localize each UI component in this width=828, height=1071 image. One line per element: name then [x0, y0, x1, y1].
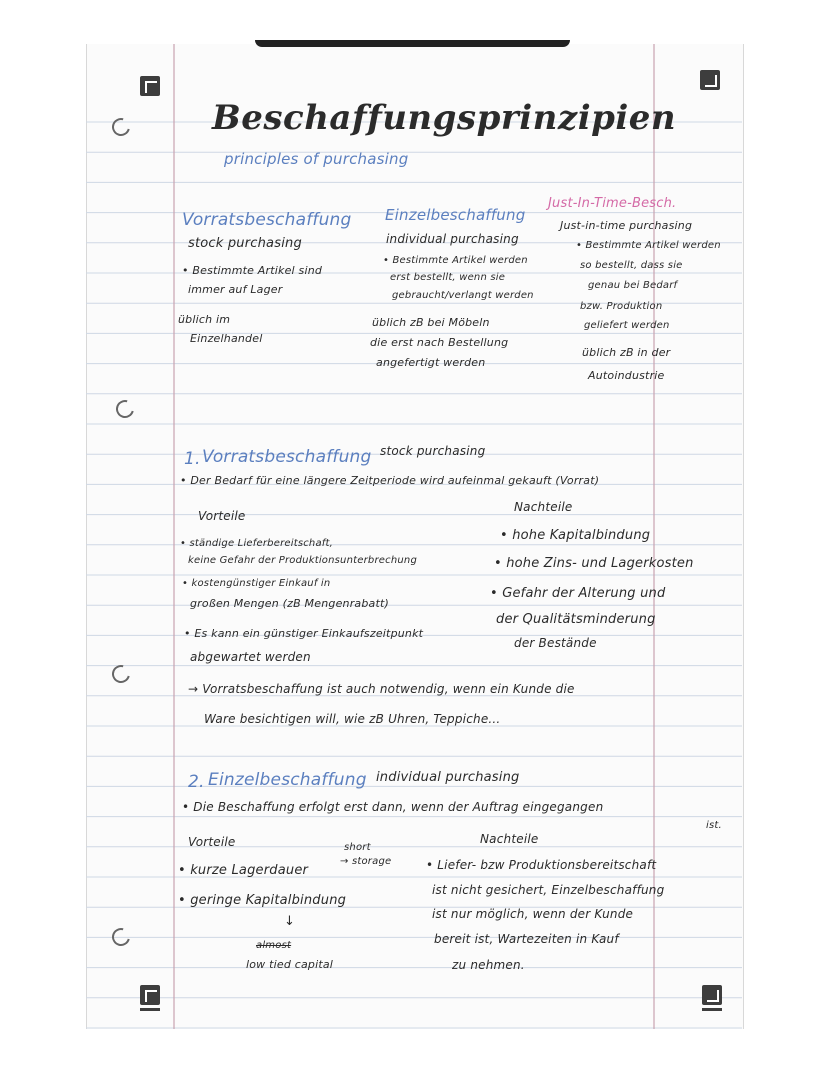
section-translation: stock purchasing — [380, 444, 486, 458]
pros-label: Vorteile — [198, 509, 246, 523]
column-note-line: Einzelhandel — [190, 332, 263, 345]
column-note-line: üblich im — [178, 313, 231, 326]
column-note-line: angefertigt werden — [376, 356, 486, 369]
section-number: 2. — [188, 772, 205, 792]
section-intro: • Der Bedarf für eine längere Zeitperiode wird aufeinmal gekauft (Vorrat) — [180, 474, 600, 487]
section-number: 1. — [184, 449, 201, 469]
cons-line: • Gefahr der Alterung und — [490, 586, 666, 601]
section-heading: Einzelbeschaffung — [208, 770, 367, 790]
column-bullet-line: • Bestimmte Artikel werden — [576, 240, 721, 251]
annotation-crossed: almost — [256, 940, 292, 951]
cons-line: • hohe Zins- und Lagerkosten — [494, 556, 694, 571]
column-note-line: üblich zB in der — [582, 346, 671, 359]
cons-line: • hohe Kapitalbindung — [500, 528, 651, 543]
section-heading: Vorratsbeschaffung — [202, 447, 372, 467]
cons-line: ist nicht gesichert, Einzelbeschaffung — [432, 883, 665, 897]
annotation-arrow: ↓ — [284, 914, 296, 929]
column-translation: stock purchasing — [188, 236, 302, 251]
pros-line: • ständige Lieferbereitschaft, — [180, 538, 334, 549]
pros-line: • Es kann ein günstiger Einkaufszeitpunkt — [184, 627, 424, 640]
section-translation: individual purchasing — [376, 770, 520, 785]
column-note-line: üblich zB bei Möbeln — [372, 316, 490, 329]
cons-label: Nachteile — [480, 832, 539, 846]
corner-marker-icon — [702, 985, 722, 1005]
cons-label: Nachteile — [514, 500, 573, 514]
binding-bar — [255, 40, 570, 47]
column-heading: Vorratsbeschaffung — [182, 210, 352, 230]
column-heading: Einzelbeschaffung — [385, 206, 526, 224]
pros-label: Vorteile — [188, 835, 236, 849]
column-bullet-line: gebraucht/verlangt werden — [392, 290, 534, 301]
corner-marker-icon — [700, 70, 720, 90]
annotation-low-tied-capital: low tied capital — [246, 958, 334, 971]
cons-line: ist nur möglich, wenn der Kunde — [432, 907, 634, 921]
pros-line: keine Gefahr der Produktionsunterbrechung — [188, 555, 417, 566]
arrow-note: → Vorratsbeschaffung ist auch notwendig, wenn ein Kunde die — [188, 682, 575, 696]
column-bullet-line: geliefert werden — [584, 320, 670, 331]
column-bullet-line: so bestellt, dass sie — [580, 260, 683, 271]
pros-line: • kurze Lagerdauer — [178, 863, 309, 878]
pros-line: • kostengünstiger Einkauf in — [182, 578, 331, 589]
section-intro: • Die Beschaffung erfolgt erst dann, wenn der Auftrag eingegangen — [182, 800, 604, 814]
column-bullet-line: • Bestimmte Artikel sind — [182, 264, 323, 277]
column-translation: individual purchasing — [386, 232, 519, 246]
annotation-short: short — [344, 842, 371, 853]
column-bullet-line: bzw. Produktion — [580, 301, 663, 312]
cons-line: der Bestände — [514, 636, 597, 650]
column-note-line: die erst nach Bestellung — [370, 336, 509, 349]
pros-line: großen Mengen (zB Mengenrabatt) — [190, 597, 390, 610]
corner-marker-icon — [140, 76, 160, 96]
column-bullet-line: genau bei Bedarf — [588, 280, 678, 291]
corner-marker-icon — [140, 985, 160, 1005]
column-bullet-line: erst bestellt, wenn sie — [390, 272, 506, 283]
annotation-storage: → storage — [340, 856, 392, 867]
column-translation: Just-in-time purchasing — [560, 219, 693, 232]
column-heading: Just-In-Time-Besch. — [548, 196, 677, 211]
pros-line: abgewartet werden — [190, 650, 311, 664]
cons-line: • Liefer- bzw Produktionsbereitschaft — [426, 858, 657, 872]
pros-line: • geringe Kapitalbindung — [178, 893, 347, 908]
cons-line: der Qualitätsminderung — [496, 612, 656, 627]
column-note-line: Autoindustrie — [588, 369, 665, 382]
page-title: Beschaffungsprinzipien — [212, 98, 677, 138]
page-subtitle: principles of purchasing — [224, 150, 409, 168]
arrow-note: Ware besichtigen will, wie zB Uhren, Teppiche... — [204, 712, 501, 726]
column-bullet-line: • Bestimmte Artikel werden — [383, 255, 528, 266]
cons-line: bereit ist, Wartezeiten in Kauf — [434, 932, 619, 946]
section-intro-end: ist. — [706, 820, 722, 831]
cons-line: zu nehmen. — [452, 958, 525, 972]
column-bullet-line: immer auf Lager — [188, 283, 283, 296]
